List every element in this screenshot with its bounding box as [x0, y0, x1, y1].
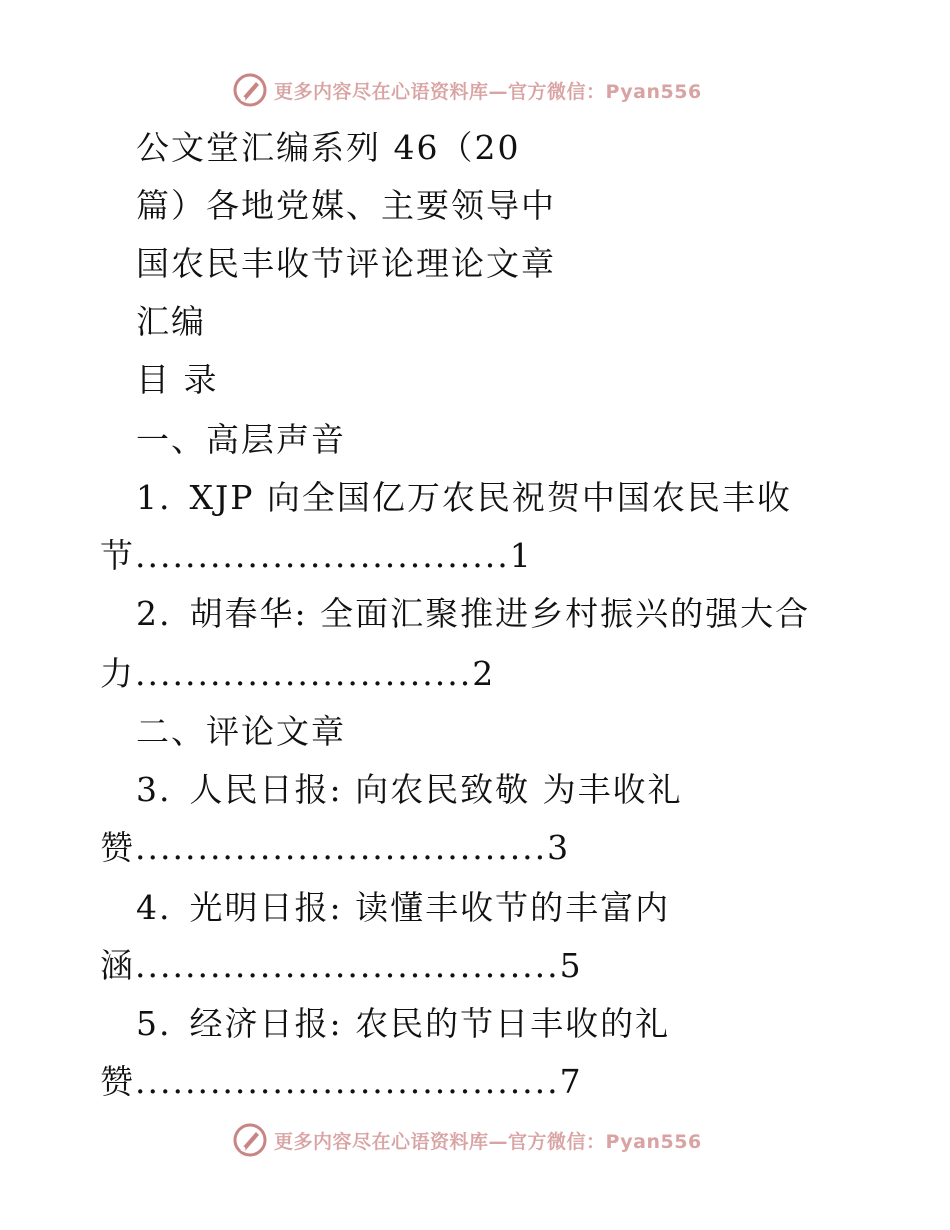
- toc-entry-leader[interactable]: [100, 828, 570, 868]
- toc-entry-title: [136, 478, 792, 518]
- toc-entry-leader[interactable]: [100, 536, 533, 576]
- doc-title-line-1: 公文堂汇编系列 46（20: [136, 128, 521, 167]
- toc-dot-leader: ..............................: [135, 536, 510, 575]
- toc-dot-leader: ..................................: [135, 1062, 560, 1101]
- toc-entry-title: [136, 770, 683, 810]
- watermark-text: 更多内容尽在心语资料库—官方微信：Pyan556: [274, 80, 702, 103]
- toc-entry-tail: 涵: [100, 946, 135, 985]
- toc-entry-number: 4.: [136, 888, 172, 927]
- doc-title-line-2: 篇）各地党媒、主要领导中: [136, 186, 556, 225]
- toc-entry-text: 经济日报: 农民的节日丰收的礼: [189, 1004, 671, 1043]
- toc-entry-title: [136, 594, 810, 634]
- toc-entry-text: XJP 向全国亿万农民祝贺中国农民丰收: [189, 478, 792, 517]
- doc-title-line-4: 汇编: [136, 302, 206, 341]
- toc-page-number: 7: [559, 1062, 583, 1101]
- watermark-banner-bottom: [232, 1120, 702, 1160]
- toc-entry-leader[interactable]: [100, 654, 495, 694]
- toc-entry-number: 5.: [136, 1004, 172, 1043]
- watermark-banner-top: [232, 70, 702, 110]
- toc-entry-title: [136, 888, 670, 928]
- toc-entry-tail: 赞: [100, 1062, 135, 1101]
- toc-entry-tail: 节: [100, 536, 135, 575]
- toc-entry-number: 1.: [136, 478, 172, 517]
- toc-dot-leader: ..................................: [135, 946, 560, 985]
- toc-page-number: 3: [547, 828, 571, 867]
- toc-entry-title: [136, 1004, 670, 1044]
- toc-entry-leader[interactable]: [100, 946, 583, 986]
- toc-entry-text: 人民日报: 向农民致敬 为丰收礼: [189, 770, 683, 809]
- pen-logo-icon: [232, 1122, 268, 1158]
- toc-entry-number: 3.: [136, 770, 172, 809]
- toc-page-number: 5: [559, 946, 583, 985]
- toc-dot-leader: ...........................: [135, 654, 473, 693]
- toc-heading: 目 录: [136, 360, 219, 399]
- toc-entry-tail: 赞: [100, 828, 135, 867]
- doc-title-line-3: 国农民丰收节评论理论文章: [136, 244, 556, 283]
- section-heading: 一、高层声音: [136, 420, 346, 459]
- toc-page-number: 2: [472, 654, 496, 693]
- watermark-text: 更多内容尽在心语资料库—官方微信：Pyan556: [274, 1130, 702, 1153]
- toc-entry-tail: 力: [100, 654, 135, 693]
- toc-page-number: 1: [509, 536, 533, 575]
- toc-dot-leader: .................................: [135, 828, 548, 867]
- pen-logo-icon: [232, 72, 268, 108]
- toc-entry-text: 胡春华: 全面汇聚推进乡村振兴的强大合: [189, 594, 811, 633]
- toc-entry-number: 2.: [136, 594, 172, 633]
- toc-entry-text: 光明日报: 读懂丰收节的丰富内: [189, 888, 671, 927]
- section-heading: 二、评论文章: [136, 712, 346, 751]
- toc-entry-leader[interactable]: [100, 1062, 583, 1102]
